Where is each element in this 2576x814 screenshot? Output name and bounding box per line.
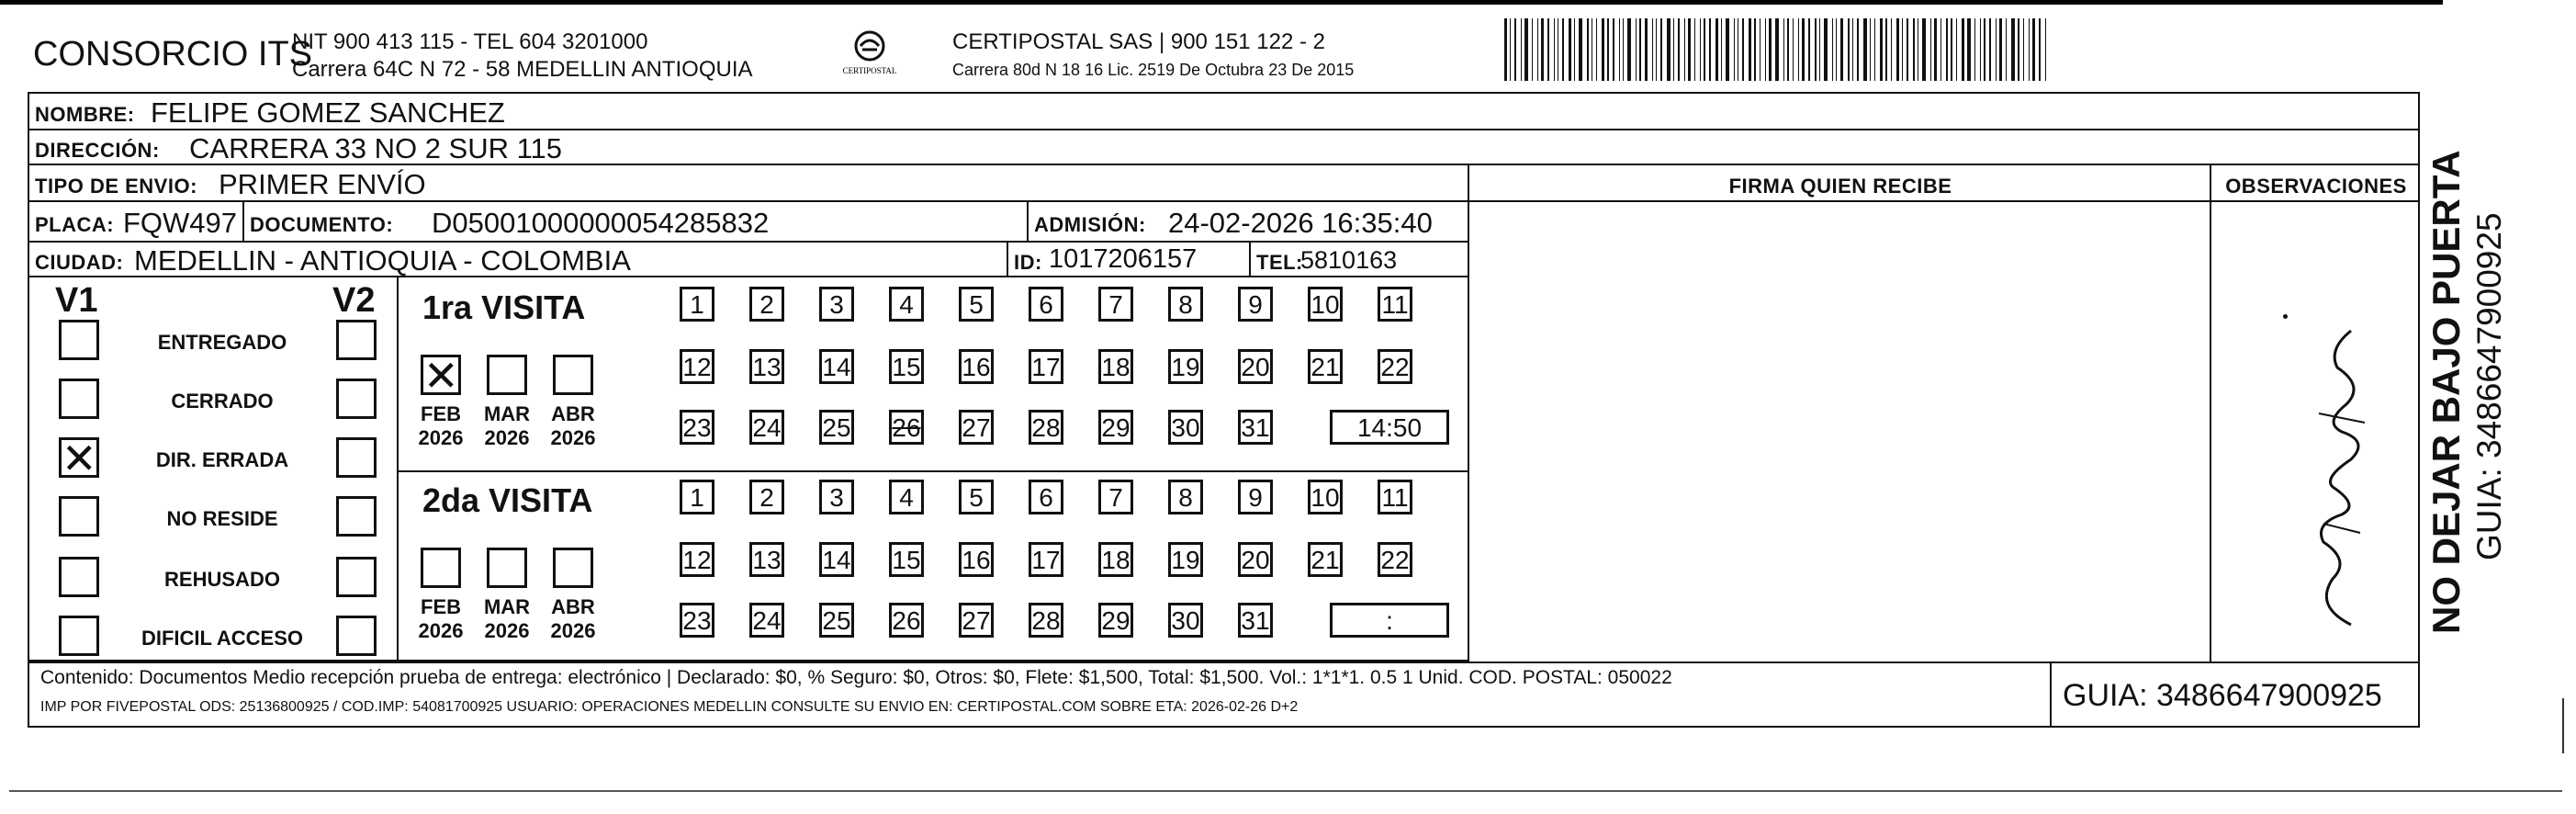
barcode-bar [1645,18,1648,81]
day-box[interactable]: 11 [1378,287,1412,322]
barcode-bar [1602,18,1604,81]
year-label: 2026 [484,426,530,449]
barcode-bar [1930,18,1931,81]
firma-left-border [1468,165,1469,661]
barcode-bar [1726,18,1729,81]
barcode-bar [1627,18,1631,81]
barcode-bar [1700,18,1701,81]
barcode-bar [1793,18,1794,81]
barcode-bar [1946,18,1948,81]
barcode-bar [1775,18,1779,81]
day-box[interactable]: 23 [680,603,714,638]
barcode-bar [1956,18,1957,81]
day-box[interactable]: 16 [959,542,994,577]
day-box[interactable]: 24 [749,410,784,445]
v1-checkbox[interactable] [59,379,99,419]
row-ciudad [29,243,1468,277]
barcode-bar [2029,18,2030,81]
direccion-value: CARRERA 33 NO 2 SUR 115 [189,132,563,164]
barcode-bar [1765,18,1766,81]
documento-value: D05001000000054285832 [432,207,770,239]
barcode-bar [1613,18,1614,81]
day-box[interactable]: 13 [749,349,784,384]
day-box[interactable]: 19 [1168,349,1203,384]
day-box[interactable]: 13 [749,542,784,577]
barcode-bar [1596,18,1597,81]
day-box[interactable]: 2 [749,287,784,322]
barcode-bar [1587,18,1589,81]
id-value: 1017206157 [1049,244,1198,274]
id-label: ID: [1014,251,1042,274]
day-box[interactable]: 11 [1378,480,1412,514]
barcode-bar [1510,18,1511,81]
day-box[interactable]: 30 [1168,410,1203,445]
v2-checkbox[interactable] [336,557,377,597]
barcode-bar [1769,18,1772,81]
barcode-bar [1989,18,1991,81]
x-mark-icon: ✕ [423,352,459,400]
barcode-bar [1619,18,1620,81]
day-box[interactable]: 18 [1098,349,1133,384]
barcode [1504,18,2184,81]
day-box[interactable]: 21 [1308,349,1343,384]
status-label: DIR. ERRADA [155,448,289,471]
day-box[interactable]: 10 [1308,480,1343,514]
month-checkbox[interactable] [553,548,593,588]
certipostal-logo [838,28,902,83]
v2-label: V2 [332,281,376,320]
admision-value: 24-02-2026 16:35:40 [1168,207,1433,239]
barcode-bar [1783,18,1784,81]
barcode-bar [1922,18,1926,81]
day-box[interactable]: 26 [889,410,924,445]
day-box[interactable]: 29 [1098,603,1133,638]
visit-title: 2da VISITA [422,481,593,519]
barcode-bar [1840,18,1843,81]
barcode-bar [1656,18,1657,81]
day-box[interactable]: 7 [1098,287,1133,322]
barcode-bar [1967,18,1971,81]
barcode-bar [1907,18,1908,81]
month-checkbox[interactable] [553,355,593,395]
day-box[interactable]: 7 [1098,480,1133,514]
admision-label: ADMISIÓN: [1034,213,1146,236]
v1-checkbox[interactable] [59,616,99,656]
row-tipo [29,165,1468,202]
placa-label: PLACA: [35,213,115,236]
status-label: CERRADO [171,390,274,413]
barcode-bar [1524,18,1528,81]
barcode-bar [1891,18,1892,81]
company-nit: NIT 900 413 115 - TEL 604 3201000 [292,29,648,54]
footer-guia-border [2050,661,2052,728]
day-box[interactable]: 14 [819,542,854,577]
barcode-bar [1521,18,1522,81]
barcode-bar [1636,18,1637,81]
barcode-bar [1541,18,1544,81]
barcode-bar [1836,18,1837,81]
barcode-bar [1951,18,1952,81]
barcode-bar [1940,18,1941,81]
day-box[interactable]: 3 [819,480,854,514]
month-label: FEB [421,595,461,618]
barcode-bar [2023,18,2024,81]
day-box[interactable]: 19 [1168,542,1203,577]
barcode-bar [1721,18,1722,81]
day-box[interactable]: 15 [889,542,924,577]
barcode-bar [2011,18,2015,81]
barcode-bar [1996,18,1997,81]
bottom-edge-line [9,790,2562,792]
day-box[interactable]: 5 [959,287,994,322]
ciudad-label: CIUDAD: [35,251,124,274]
barcode-bar [1962,18,1964,81]
day-box[interactable]: 12 [680,542,714,577]
barcode-bar [1934,18,1937,81]
time-field[interactable]: 14:50 [1330,410,1449,445]
month-checkbox[interactable] [487,548,527,588]
v2-checkbox[interactable] [336,496,377,537]
barcode-bar [1623,18,1624,81]
day-box[interactable]: 3 [819,287,854,322]
day-box[interactable]: 6 [1029,480,1063,514]
barcode-bar [1569,18,1571,81]
day-box[interactable]: 8 [1168,480,1203,514]
day-box[interactable]: 1 [680,480,714,514]
day-box[interactable]: 10 [1308,287,1343,322]
v2-checkbox[interactable] [336,616,377,656]
visit-title: 1ra VISITA [422,288,586,326]
barcode-bar [1802,18,1805,81]
day-box[interactable]: 9 [1238,480,1273,514]
barcode-bar [1574,18,1575,81]
barcode-bar [1832,18,1833,81]
v1-checkbox[interactable] [59,496,99,537]
barcode-bar [1863,18,1867,81]
barcode-bar [2032,18,2035,81]
barcode-bar [1742,18,1744,81]
nombre-value: FELIPE GOMEZ SANCHEZ [151,96,505,129]
barcode-bar [1734,18,1735,81]
footer-top-border [29,661,2418,663]
barcode-bar [1547,18,1549,81]
year-label: 2026 [418,619,464,642]
barcode-bar [1749,18,1751,81]
carrier-name: CERTIPOSTAL SAS | 900 151 122 - 2 [952,29,1325,54]
barcode-bar [1673,18,1674,81]
barcode-bar [2045,18,2046,81]
visit-divider [397,470,1468,472]
edge-mark [2562,698,2564,753]
barcode-bar [2018,18,2019,81]
x-mark-icon: ✕ [62,435,97,482]
status-divider [397,277,399,660]
day-box[interactable]: 30 [1168,603,1203,638]
row-nombre [29,94,2418,130]
v2-checkbox[interactable] [336,379,377,419]
barcode-bar [1754,18,1756,81]
v1-label: V1 [55,281,98,320]
day-box[interactable]: 29 [1098,410,1133,445]
company-address: Carrera 64C N 72 - 58 MEDELLIN ANTIOQUIA [292,57,753,82]
barcode-bar [1562,18,1564,81]
firma-quien-recibe: FIRMA QUIEN RECIBE [1728,175,1952,198]
day-box[interactable]: 20 [1238,542,1273,577]
ciudad-value: MEDELLIN - ANTIOQUIA - COLOMBIA [134,244,631,277]
barcode-bar [1709,18,1711,81]
barcode-bar [1798,18,1799,81]
barcode-bar [1787,18,1789,81]
barcode-bar [1678,18,1680,81]
handwritten-signature [2296,303,2379,634]
tel-label: TEL: [1256,251,1303,274]
day-box[interactable]: 6 [1029,287,1063,322]
v1-checkbox[interactable] [59,557,99,597]
barcode-bar [1660,18,1662,81]
footer-guia: GUIA: 3486647900925 [2063,678,2382,713]
documento-label: DOCUMENTO: [250,213,394,236]
day-box[interactable]: 22 [1378,542,1412,577]
month-checkbox[interactable] [421,352,461,400]
barcode-bar [1857,18,1859,81]
day-box[interactable]: 31 [1238,603,1273,638]
barcode-bar [1980,18,1981,81]
month-checkbox[interactable] [487,355,527,395]
year-label: 2026 [550,426,596,449]
v2-checkbox[interactable] [336,320,377,360]
month-label: MAR [483,402,531,425]
barcode-bar [2006,18,2007,81]
v1-checkbox[interactable] [59,435,99,482]
ink-dot [2283,314,2288,319]
day-box[interactable]: 21 [1308,542,1343,577]
barcode-bar [1704,18,1705,81]
barcode-bar [1896,18,1899,81]
month-label: ABR [551,595,595,618]
month-label: FEB [421,402,461,425]
side-guia: GUIA: 3486647900925 [2470,212,2508,560]
status-label: ENTREGADO [157,331,287,354]
year-label: 2026 [418,426,464,449]
day-box[interactable]: 4 [889,480,924,514]
placa-value: FQW497 [123,207,238,239]
day-box[interactable]: 24 [749,603,784,638]
day-box[interactable]: 5 [959,480,994,514]
barcode-bar [1514,18,1516,81]
barcode-bar [1504,18,1507,81]
day-box[interactable]: 17 [1029,349,1063,384]
tipo-label: TIPO DE ENVIO: [35,175,197,198]
day-box[interactable]: 17 [1029,542,1063,577]
status-label: NO RESIDE [166,507,278,530]
barcode-bar [1885,18,1887,81]
barcode-bar [1824,18,1828,81]
year-label: 2026 [550,619,596,642]
day-box[interactable]: 28 [1029,410,1063,445]
barcode-bar [1913,18,1915,81]
year-label: 2026 [484,619,530,642]
barcode-bar [2039,18,2041,81]
day-box[interactable]: 9 [1238,287,1273,322]
barcode-bar [1694,18,1695,81]
day-box[interactable]: 28 [1029,603,1063,638]
barcode-bar [1999,18,2002,81]
barcode-bar [1532,18,1533,81]
status-label: REHUSADO [164,568,280,591]
day-box[interactable]: 18 [1098,542,1133,577]
day-box[interactable]: 25 [819,410,854,445]
barcode-bar [1874,18,1875,81]
company-name: CONSORCIO ITS [33,35,313,73]
v1-checkbox[interactable] [59,320,99,360]
day-box[interactable]: 16 [959,349,994,384]
day-box[interactable]: 12 [680,349,714,384]
day-box[interactable]: 15 [889,349,924,384]
nombre-label: NOMBRE: [35,103,135,126]
barcode-bar [1607,18,1609,81]
status-label: DIFICIL ACCESO [141,627,303,650]
month-checkbox[interactable] [421,548,461,588]
month-label: ABR [551,402,595,425]
barcode-bar [1537,18,1538,81]
barcode-bar [1652,18,1653,81]
observaciones-header: OBSERVACIONES [2225,175,2407,198]
footer-content: Contenido: Documentos Medio recepción prueba de entrega: electrónico | Declarado: $0, % Seguro: $0, Otros: $0, Flete: $1,500, Total: $1,500. Vol.: 1*1*1. 0.5 1 Unid. COD. POSTAL: 050022 [40,667,1672,688]
no-dejar-bajo-puerta: NO DEJAR BAJO PUERTA [2424,150,2468,634]
footer-imp: IMP POR FIVEPOSTAL ODS: 25136800925 / COD.IMP: 54081700925 USUARIO: OPERACIONES MEDELLIN CONSULTE SU ENVIO EN: CERTIPOSTAL.COM SOBRE ETA: 2026-02-26 D+2 [40,699,1299,715]
barcode-bar [1684,18,1685,81]
month-label: MAR [483,595,531,618]
day-box[interactable]: 4 [889,287,924,322]
barcode-bar [1984,18,1985,81]
barcode-bar [1819,18,1820,81]
day-box[interactable]: 1 [680,287,714,322]
day-box[interactable]: 22 [1378,349,1412,384]
barcode-bar [1848,18,1850,81]
day-box[interactable]: 20 [1238,349,1273,384]
day-box[interactable]: 23 [680,410,714,445]
barcode-bar [1688,18,1691,81]
svg-text:CERTIPOSTAL: CERTIPOSTAL [842,66,897,75]
day-box[interactable]: 2 [749,480,784,514]
carrier-address: Carrera 80d N 18 16 Lic. 2519 De Octubra 23 De 2015 [952,61,1355,79]
day-box[interactable]: 27 [959,410,994,445]
barcode-bar [1579,18,1582,81]
top-edge-line [0,0,2443,5]
barcode-bar [1554,18,1555,81]
tipo-value: PRIMER ENVÍO [219,168,426,200]
direccion-label: DIRECCIÓN: [35,139,160,162]
barcode-bar [1715,18,1718,81]
barcode-bar [1974,18,1975,81]
day-box[interactable]: 31 [1238,410,1273,445]
tel-value: 5810163 [1300,246,1398,274]
barcode-bar [1667,18,1670,81]
day-box[interactable]: 26 [889,603,924,638]
day-box[interactable]: 8 [1168,287,1203,322]
row-direccion [29,130,2418,165]
barcode-bar [1870,18,1871,81]
day-box[interactable]: 27 [959,603,994,638]
day-box[interactable]: 14 [819,349,854,384]
observaciones-left-border [2210,165,2211,661]
barcode-bar [1852,18,1853,81]
v2-checkbox[interactable] [336,437,377,478]
barcode-bar [1902,18,1903,81]
time-field[interactable]: : [1330,603,1449,638]
barcode-bar [1815,18,1817,81]
barcode-bar [1808,18,1810,81]
barcode-bar [1639,18,1641,81]
row-placa [29,202,1468,243]
day-box[interactable]: 25 [819,603,854,638]
barcode-bar [1880,18,1883,81]
